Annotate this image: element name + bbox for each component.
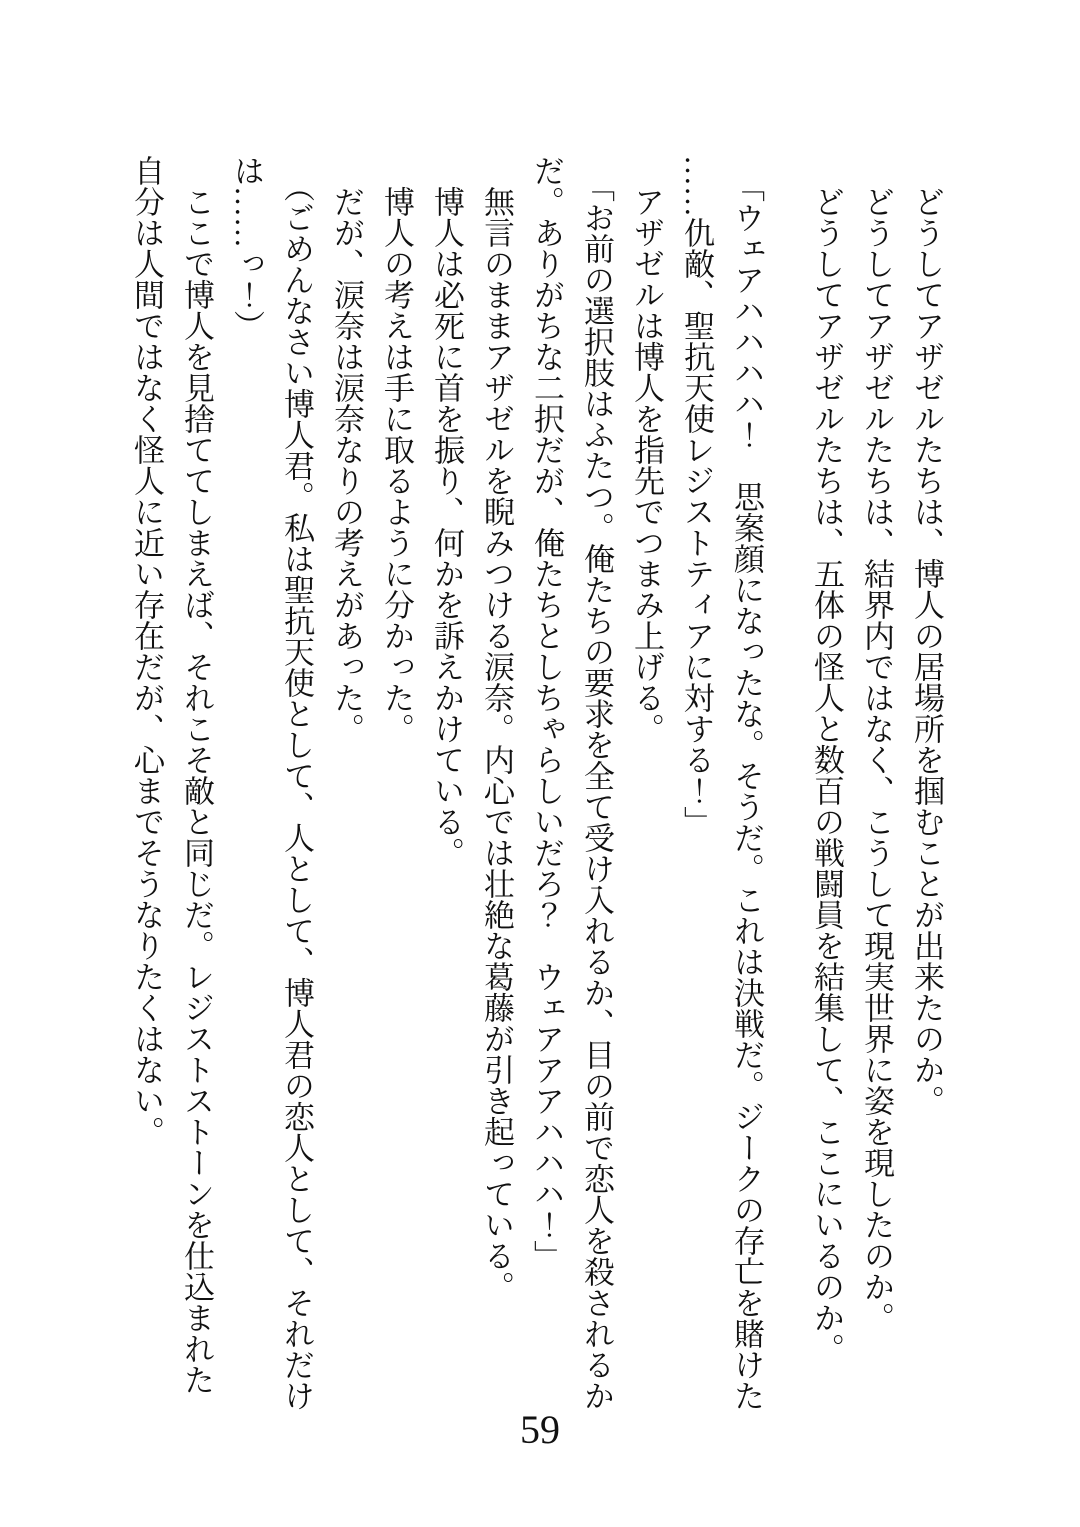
paragraph: どうしてアザゼルたちは、博人の居場所を掴むことが出来たのか。 — [909, 186, 944, 1116]
paragraph: 無言のままアザゼルを睨みつける涙奈。内心では壮絶な葛藤が引き起っている。 — [479, 186, 514, 1302]
body-text — [121, 155, 951, 1433]
paragraph: 「お前の選択肢はふたつ。俺たちの要求を全て受け入れるか、目の前で恋人を殺されるか だ。ありがちな二択だが、俺たちとしちゃらしいだろ？ ウェアアアハハハ！」 — [529, 155, 614, 1411]
paragraph: 「ウェアハハハハ！ 思案顔になったな。そうだ。これは決戦だ。ジークの存亡を賭けた ……仇敵、聖抗天使レジストティアに対する！」 — [679, 155, 764, 1411]
paragraph: （ごめんなさい博人君。私は聖抗天使として、人として、博人君の恋人として、それだけ は……っ！） — [229, 155, 314, 1411]
paragraph: 博人は必死に首を振り、何かを訴えかけている。 — [429, 186, 464, 868]
paragraph: アザゼルは博人を指先でつまみ上げる。 — [629, 186, 664, 744]
paragraph: どうしてアザゼルたちは、結界内ではなく、こうして現実世界に姿を現したのか。 — [859, 186, 894, 1333]
paragraph: 博人の考えは手に取るように分かった。 — [379, 186, 414, 744]
paragraph: どうしてアザゼルたちは、五体の怪人と数百の戦闘員を結集して、ここにいるのか。 — [809, 186, 844, 1364]
paragraph: ここで博人を見捨ててしまえば、それこそ敵と同じだ。レジストストーンを仕込まれた 自分は人間ではなく怪人に近い存在だが、心までそうなりたくはない。 — [129, 155, 214, 1395]
paragraph: だが、涙奈は涙奈なりの考えがあった。 — [329, 186, 364, 744]
page-number: 59 — [520, 1407, 560, 1452]
